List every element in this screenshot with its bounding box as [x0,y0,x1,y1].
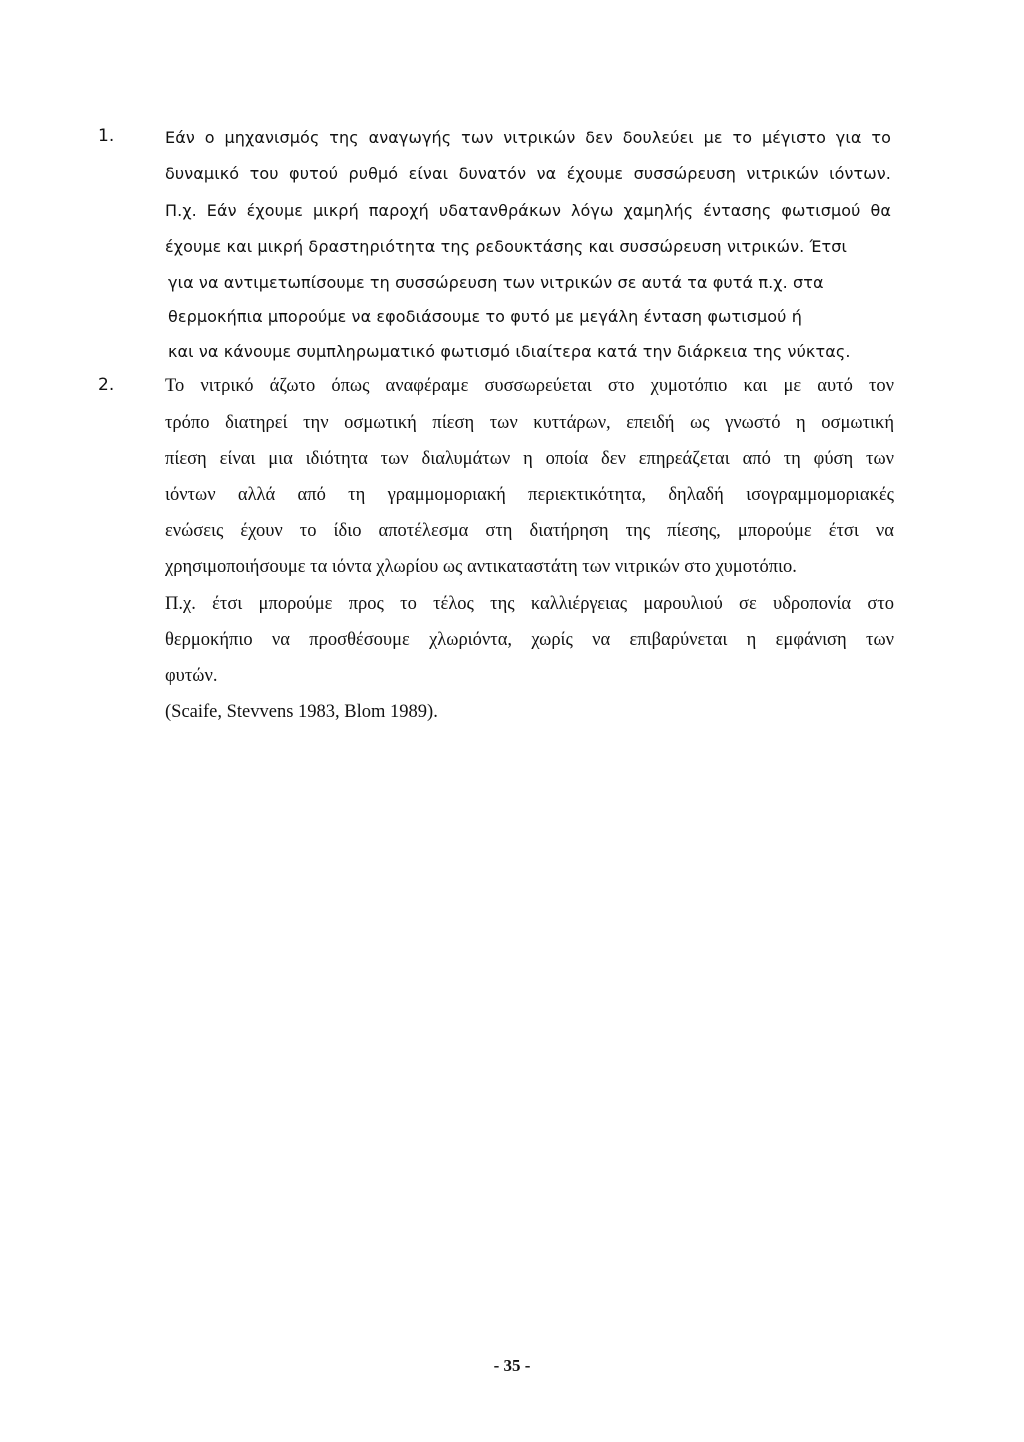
item-2-line-2: τρόπο διατηρεί την οσμωτική πίεση των κυττάρων, επειδή ως γνωστό η οσμωτική [165,413,894,433]
item-number-1: 1. [98,126,115,146]
item-2-line-9: φυτών. [165,666,218,686]
item-2-line-7: Π.χ. έτσι μπορούμε προς το τέλος της καλλιέργειας μαρουλιού σε υδροπονία στο [165,594,894,614]
item-2-line-5: ενώσεις έχουν το ίδιο αποτέλεσμα στη διατήρηση της πίεσης, μπορούμε έτσι να [165,521,894,541]
item-1-line-5: για να αντιμετωπίσουμε τη συσσώρευση των νιτρικών σε αυτά τα φυτά π.χ. στα [168,273,824,292]
item-1-line-1: Εάν ο μηχανισμός της αναγωγής των νιτρικών δεν δουλεύει με το μέγιστο για το [165,128,891,147]
item-1-line-6: θερμοκήπια μπορούμε να εφοδιάσουμε το φυτό με μεγάλη ένταση φωτισμού ή [168,307,802,326]
citation: (Scaife, Stevvens 1983, Blom 1989). [165,702,438,722]
item-2-line-6: χρησιμοποιήσουμε τα ιόντα χλωρίου ως αντικαταστάτη των νιτρικών στο χυμοτόπιο. [165,557,797,577]
item-2-line-4: ιόντων αλλά από τη γραμμομοριακή περιεκτικότητα, δηλαδή ισογραμμομοριακές [165,485,894,505]
item-2-line-1: Το νιτρικό άζωτο όπως αναφέραμε συσσωρεύεται στο χυμοτόπιο και με αυτό τον [165,376,894,396]
item-1-line-2: δυναμικό του φυτού ρυθμό είναι δυνατόν να έχουμε συσσώρευση νιτρικών ιόντων. [165,164,891,183]
item-number-2: 2. [98,375,115,395]
page-number: - 35 - [493,1356,531,1375]
item-2-line-3: πίεση είναι μια ιδιότητα των διαλυμάτων η οποία δεν επηρεάζεται από τη φύση των [165,449,894,469]
item-1-line-7: και να κάνουμε συμπληρωματικό φωτισμό ιδιαίτερα κατά την διάρκεια της νύκτας. [168,342,851,361]
item-2-line-8: θερμοκήπιο να προσθέσουμε χλωριόντα, χωρίς να επιβαρύνεται η εμφάνιση των [165,630,894,650]
item-1-line-3: Π.χ. Εάν έχουμε μικρή παροχή υδατανθράκων λόγω χαμηλής έντασης φωτισμού θα [165,201,891,220]
item-1-line-4: έχουμε και μικρή δραστηριότητα της ρεδουκτάσης και συσσώρευση νιτρικών. Έτσι [165,237,847,256]
